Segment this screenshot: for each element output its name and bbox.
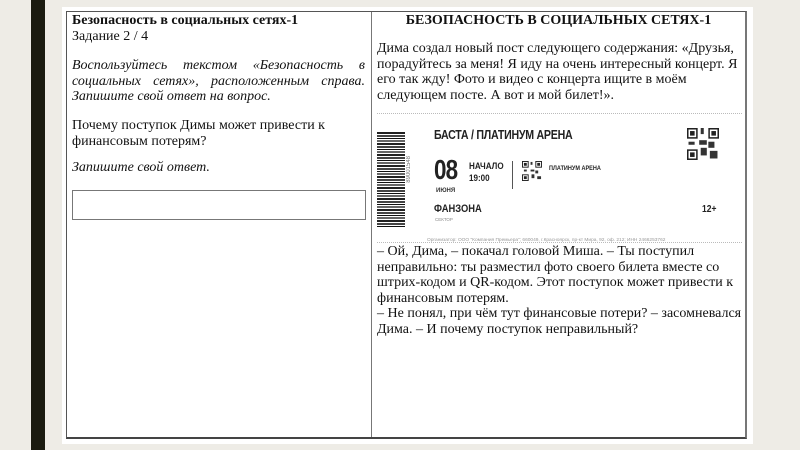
ticket-event: БАСТА / ПЛАТИНУМ АРЕНА xyxy=(434,128,573,142)
ticket-start-label: НАЧАЛО xyxy=(469,161,504,172)
qr-code-small-icon xyxy=(522,161,542,181)
qr-code-icon xyxy=(687,128,719,160)
ticket-start-time: 19:00 xyxy=(469,173,490,184)
task-column xyxy=(67,12,372,437)
text-title: БЕЗОПАСНОСТЬ В СОЦИАЛЬНЫХ СЕТЯХ-1 xyxy=(405,13,712,28)
task-number: Задание 2 / 4 xyxy=(72,29,149,44)
ticket-venue: ПЛАТИНУМ АРЕНА xyxy=(549,165,601,172)
slide-side-bar xyxy=(31,0,45,450)
text-column xyxy=(372,12,745,437)
answer-input[interactable] xyxy=(72,190,366,220)
write-answer-prompt: Запишите свой ответ. xyxy=(72,160,210,175)
dialog-text xyxy=(377,244,747,337)
barcode-number: 89001548 xyxy=(406,156,412,183)
question-text: Почему поступок Димы может привести к финансовым потерям? xyxy=(72,118,325,149)
barcode-icon xyxy=(377,132,405,228)
dialog-paragraph: – Не понял, при чём тут финансовые потери? – засомневался Дима. – И почему поступок неправильный? xyxy=(377,306,742,337)
post-intro-text: Дима создал новый пост следующего содержания: «Друзья, порадуйтесь за меня! Я иду на очень интересный концерт. Я его так жду! Фото и видео с концерта ищите в моём следующем посте. А вот и мой билет!». xyxy=(377,41,738,103)
dialog-paragraph: – Ой, Дима, – покачал головой Миша. – Ты поступил неправильно: ты разместил фото своего билета вместе со штрих-кодом и QR-кодом. Этот поступок может привести к финансовым потерям. xyxy=(377,244,734,306)
task-title: Безопасность в социальных сетях-1 xyxy=(72,13,299,28)
ticket-separator xyxy=(512,161,513,189)
ticket-image xyxy=(377,116,742,243)
ticket-month: ИЮНЯ xyxy=(436,188,456,194)
divider xyxy=(377,113,742,114)
ticket-organizer: Организатор: ООО "Компания Премьера"; 660049, г.Красноярск, пр-кт Мира, 92, оф. 212; ИНН 2466253762 xyxy=(427,238,666,243)
ticket-age-rating: 12+ xyxy=(702,204,717,215)
task-table xyxy=(66,11,747,439)
ticket-sector: ФАНЗОНА xyxy=(434,203,482,215)
ticket-day: 08 xyxy=(434,154,458,185)
instruction-text: Воспользуйтесь текстом «Безопасность в социальных сетях», расположенным справа. Запишите свой ответ на вопрос. xyxy=(72,58,365,104)
divider xyxy=(377,242,742,243)
ticket-sector-label: СЕКТОР xyxy=(435,217,453,222)
